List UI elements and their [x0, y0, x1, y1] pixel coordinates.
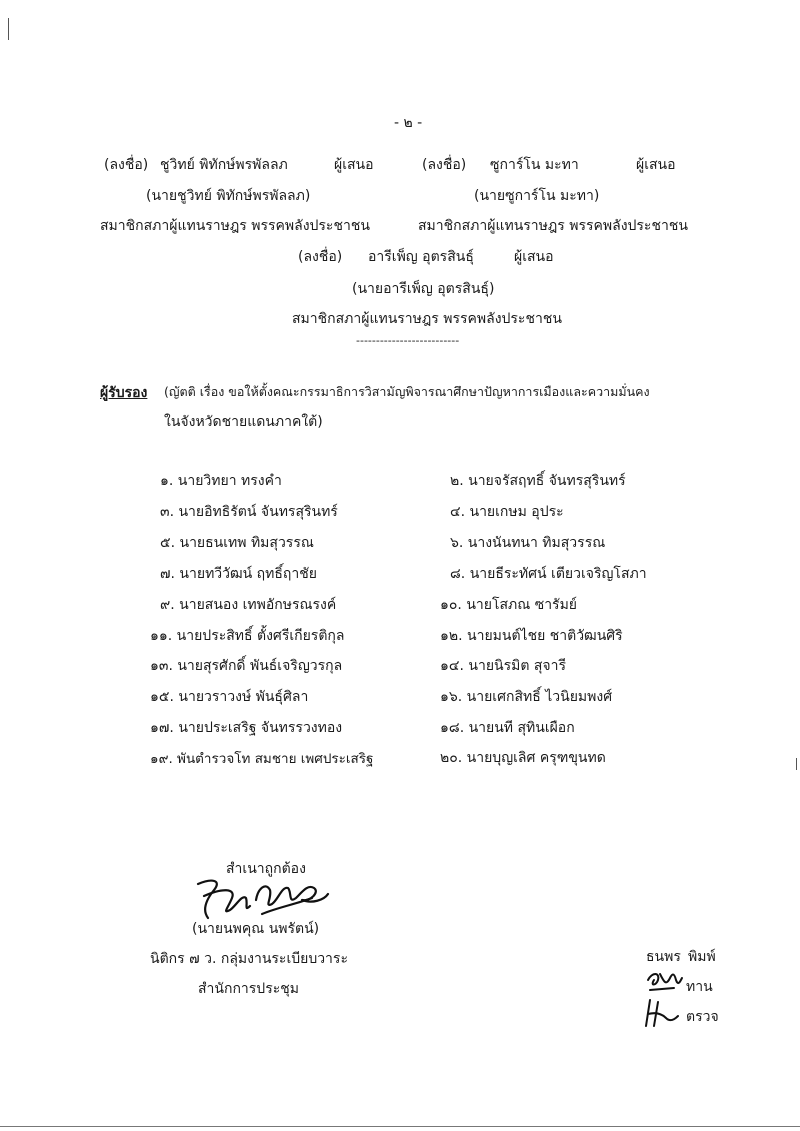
endorser-item: ๑. นายวิทยา ทรงคำ: [160, 473, 282, 489]
certifier-office: สำนักการประชุม: [198, 981, 299, 997]
handwritten-signature: [192, 874, 332, 924]
endorser-item: ๑๔. นายนิรมิต สุจารี: [440, 658, 567, 674]
certifier-name: (นายนพคุณ นพรัตน์): [192, 921, 320, 937]
certifier-position: นิติกร ๗ ว. กลุ่มงานระเบียบวาระ: [150, 951, 348, 967]
copier-label: ทาน: [686, 979, 713, 995]
initials-signature-copier: [644, 966, 684, 996]
endorser-item: ๔. นายเกษม อุประ: [450, 504, 564, 520]
endorser-item: ๙. นายสนอง เทพอักษรณรงค์: [160, 597, 337, 613]
endorser-item: ๑๓. นายสุรศักดิ์ พันธ์เจริญวรกุล: [150, 658, 343, 674]
proposer-right-signature-name: ซูการ์โน มะทา: [490, 157, 579, 173]
proposer-center-signed-prefix: (ลงชื่อ): [298, 249, 343, 265]
endorser-item: ๒๐. นายบุญเลิศ ครุฑขุนทด: [440, 750, 606, 766]
scan-edge-mark-right: [796, 758, 797, 770]
proposer-center-role: ผู้เสนอ: [514, 249, 554, 265]
typist-name: ธนพร: [646, 949, 681, 965]
endorser-item: ๑๖. นายเศกสิทธิ์ ไวนิยมพงศ์: [440, 689, 613, 705]
proposer-center-position: สมาชิกสภาผู้แทนราษฎร พรรคพลังประชาชน: [292, 311, 562, 327]
endorser-item: ๖. นางนันทนา ทิมสุวรรณ: [450, 535, 606, 551]
endorser-item: ๑๐. นายโสภณ ซารัมย์: [440, 597, 578, 613]
endorser-item: ๑๑. นายประสิทธิ์ ตั้งศรีเกียรติกุล: [150, 628, 345, 644]
proposer-right-signed-prefix: (ลงชื่อ): [422, 157, 467, 173]
proposer-left-signed-prefix: (ลงชื่อ): [104, 157, 149, 173]
endorser-item: ๑๒. นายมนต์ไชย ชาติวัฒนศิริ: [440, 628, 623, 644]
proposer-right-role: ผู้เสนอ: [636, 157, 676, 173]
proposer-center-full-name: (นายอารีเพ็ญ อุตรสินธุ์): [352, 281, 495, 297]
endorser-item: ๗. นายทวีวัฒน์ ฤทธิ์ฤาชัย: [160, 566, 317, 582]
proposer-left-position: สมาชิกสภาผู้แทนราษฎร พรรคพลังประชาชน: [100, 218, 370, 234]
endorser-item: ๒. นายจรัสฤทธิ์ จันทรสุรินทร์: [450, 473, 626, 489]
endorsers-heading: ผู้รับรอง: [100, 385, 148, 401]
section-divider: --------------------------: [356, 334, 460, 347]
initials-signature-checker: [642, 996, 682, 1030]
scan-edge-mark-bottom: [0, 1126, 800, 1127]
checker-label: ตรวจ: [686, 1009, 719, 1025]
proposer-center-signature-name: อารีเพ็ญ อุตรสินธุ์: [368, 249, 474, 265]
scan-edge-mark-top: [8, 18, 9, 40]
proposer-right-position: สมาชิกสภาผู้แทนราษฎร พรรคพลังประชาชน: [418, 218, 688, 234]
proposer-left-role: ผู้เสนอ: [334, 157, 374, 173]
certification-title: สำเนาถูกต้อง: [226, 861, 306, 877]
page-number: - ๒ -: [394, 115, 423, 131]
endorser-item: ๕. นายธนเทพ ทิมสุวรรณ: [160, 535, 314, 551]
endorsers-subject-line2: ในจังหวัดชายแดนภาคใต้): [164, 414, 323, 430]
endorser-item: ๑๘. นายนที สุทินเผือก: [440, 720, 575, 736]
endorser-item: ๑๕. นายวราวงษ์ พันธุ์ศิลา: [150, 689, 309, 705]
endorser-item: ๓. นายอิทธิรัตน์ จันทรสุรินทร์: [160, 504, 338, 520]
endorser-item: ๑๙. พันตำรวจโท สมชาย เพศประเสริฐ: [150, 751, 374, 767]
typist-label: พิมพ์: [688, 949, 716, 965]
endorsers-subject-line1: (ญัตติ เรื่อง ขอให้ตั้งคณะกรรมาธิการวิสามัญพิจารณาศึกษาปัญหาการเมืองและความมั่นคง: [164, 384, 650, 399]
proposer-right-full-name: (นายซูการ์โน มะทา): [474, 188, 600, 204]
endorser-item: ๘. นายธีระทัศน์ เตียวเจริญโสภา: [450, 566, 647, 582]
endorser-item: ๑๗. นายประเสริฐ จันทรรวงทอง: [150, 720, 343, 736]
proposer-left-full-name: (นายชูวิทย์ พิทักษ์พรพัลลภ): [146, 188, 311, 204]
proposer-left-signature-name: ชูวิทย์ พิทักษ์พรพัลลภ: [160, 157, 288, 173]
